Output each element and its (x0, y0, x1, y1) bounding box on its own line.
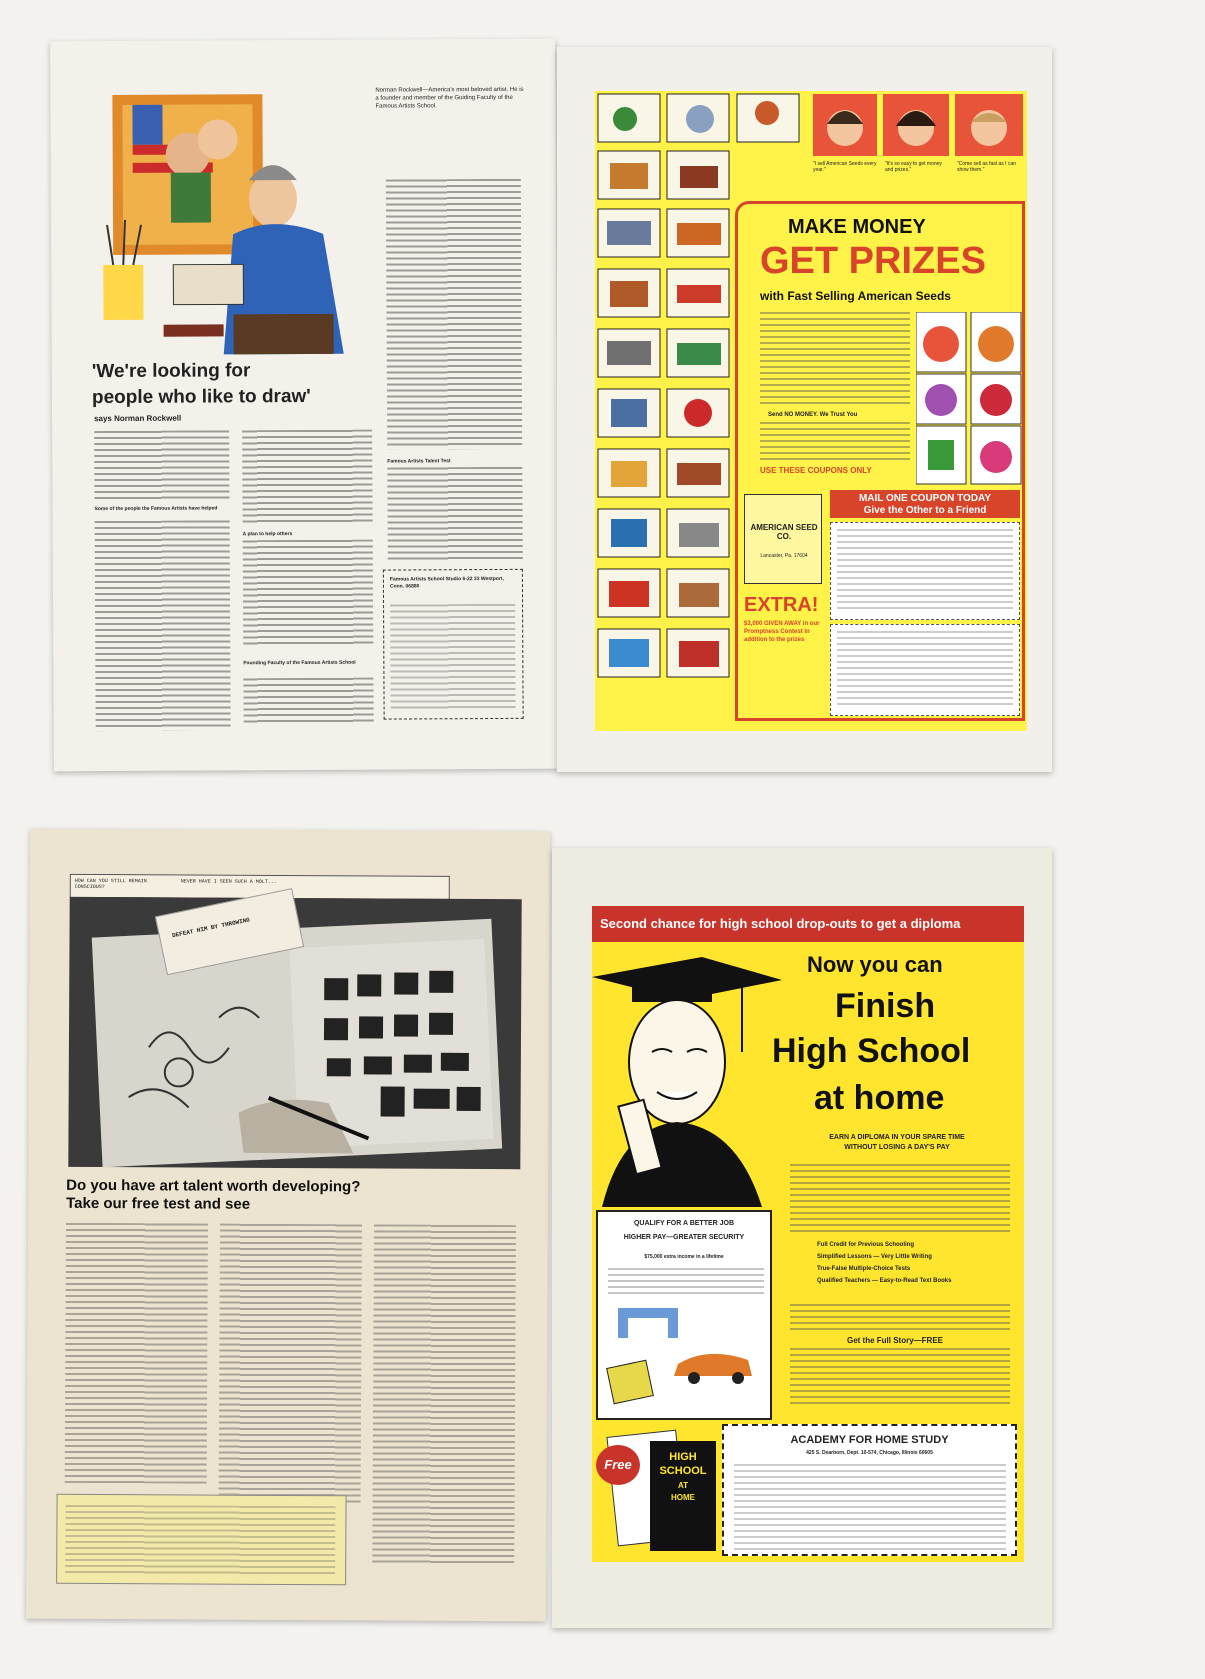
ad-byline: says Norman Rockwell (94, 413, 182, 424)
comic-bubble-1: HOW CAN YOU STILL REMAIN CONSCIOUS? (74, 877, 147, 891)
qualify-line1: QUALIFY FOR A BETTER JOB (633, 1220, 735, 1227)
comic-back-cover-top-right (557, 47, 1052, 772)
comic-back-cover-top-left (50, 39, 559, 772)
body-text-col3b (387, 467, 522, 563)
academy-coupon[interactable] (722, 1424, 1017, 1556)
torn-text: DEFEAT HIM BY THROWING (171, 916, 251, 940)
subhead-talent-test: Famous Artists Talent Test (387, 458, 451, 465)
talent-body-col2 (219, 1224, 362, 1505)
academy-coupon-lines (734, 1464, 1006, 1550)
academy-body-1 (790, 1164, 1010, 1234)
company-name: AMERICAN SEED CO. (750, 523, 818, 541)
academy-address: 425 S. Dearborn, Dept. 10-574, Chicago, Illinois 60605 (806, 1450, 933, 1456)
earn-line1: EARN A DIPLOMA IN YOUR SPARE TIME (829, 1134, 965, 1141)
coupon-title: Famous Artists School Studio 6-22 33 Westport, Conn. 06880 (389, 575, 504, 590)
portrait-3 (955, 94, 1023, 156)
mail-banner (830, 490, 1020, 518)
qualify-line2: HIGHER PAY—GREATER SECURITY (623, 1234, 745, 1241)
body-text-col3 (386, 179, 522, 450)
free-story: Get the Full Story—FREE (847, 1336, 944, 1345)
body-text-col1 (94, 430, 229, 501)
bullet-4: Qualified Teachers — Easy-to-Read Text Books (817, 1278, 952, 1284)
academy-body-3 (790, 1348, 1010, 1408)
quote-2: "It's so easy to get money and prizes." (885, 161, 942, 173)
seed-coupon-1[interactable] (830, 522, 1020, 620)
portrait-1 (813, 94, 877, 156)
talent-headline-line2: Take our free test and see (66, 1194, 251, 1213)
bullet-1: Full Credit for Previous Schooling (817, 1242, 915, 1248)
company-address: Lancaster, Pa. 17604 (760, 553, 808, 559)
use-coupons: USE THESE COUPONS ONLY (760, 466, 872, 475)
coupon-1-lines (837, 529, 1013, 613)
benefit-bullets (817, 1242, 1007, 1298)
seed-body-text-2 (760, 422, 910, 462)
artist-caption: Norman Rockwell—America's most beloved artist. He is a founder and member of the Guiding Faculty of the Famous Artists School. (375, 86, 524, 110)
talent-body-col1 (65, 1223, 208, 1484)
get-prizes-headline: GET PRIZES (760, 240, 986, 282)
free-badge-text: Free (604, 1457, 632, 1472)
free-booklet (596, 1427, 720, 1555)
coupon-2-lines (837, 631, 1013, 709)
seed-body-text (760, 312, 910, 407)
body-text-col2 (242, 430, 372, 526)
send-no-money: Send NO MONEY. We Trust You (768, 412, 858, 418)
qualify-box (596, 1210, 772, 1420)
comic-back-cover-bottom-right (552, 848, 1052, 1628)
talent-headline-line1: Do you have art talent worth developing? (66, 1176, 361, 1196)
finish-line3: at home (814, 1079, 945, 1117)
booklet-line4: HOME (671, 1493, 695, 1502)
extra-headline: EXTRA! (744, 594, 819, 616)
ad-headline-line2: people who like to draw' (91, 385, 311, 409)
subhead-people-helped: Some of the people the Famous Artists have helped (94, 505, 218, 513)
quote-3: "Come sell as fast as I can show them." (957, 161, 1017, 173)
extra-text: $3,000 GIVEN AWAY in our Promptness Contest in addition to the prizes (744, 621, 820, 643)
faculty-list (243, 678, 373, 724)
now-you-can: Now you can (807, 952, 943, 977)
income-line: $75,000 extra income in a lifetime (644, 1254, 724, 1260)
bullet-3: True-False Multiple-Choice Tests (817, 1266, 911, 1272)
seeds-subhead: with Fast Selling American Seeds (760, 289, 951, 303)
seed-main-box (735, 201, 1025, 721)
coupon-lines (390, 604, 516, 710)
seed-coupon-2[interactable] (830, 624, 1020, 716)
comic-back-cover-bottom-left (26, 829, 550, 1622)
dropout-banner-text: Second chance for high school drop-outs to get a diploma (600, 916, 961, 931)
body-text-col2b (243, 540, 374, 646)
talent-coupon[interactable] (56, 1494, 346, 1586)
academy-ad (592, 942, 1024, 1562)
body-text-col1b (95, 520, 231, 731)
booklet-line1: HIGH (669, 1451, 697, 1463)
ad-headline-line1: 'We're looking for (91, 360, 251, 383)
earn-line2: WITHOUT LOSING A DAY'S PAY (844, 1144, 950, 1151)
finish-line2: High School (772, 1032, 971, 1070)
qualify-body (608, 1268, 764, 1298)
qualify-illustrations (598, 1304, 770, 1414)
seed-packets (916, 312, 1026, 487)
academy-name: ACADEMY FOR HOME STUDY (790, 1434, 949, 1446)
graduate-illustration (592, 942, 782, 1207)
seed-ad (595, 91, 1027, 731)
faculty-title: Founding Faculty of the Famous Artists School (243, 659, 356, 667)
mail-banner-line1: MAIL ONE COUPON TODAY (858, 493, 992, 504)
mail-coupon[interactable] (383, 569, 524, 720)
bullet-2: Simplified Lessons — Very Little Writing (817, 1254, 932, 1260)
mail-banner-line2: Give the Other to a Friend (863, 505, 987, 516)
make-money-headline: MAKE MONEY (788, 216, 926, 238)
academy-body-2 (790, 1304, 1010, 1332)
booklet-line2: SCHOOL (659, 1465, 707, 1477)
rockwell-illustration (92, 84, 363, 365)
subhead-plan: A plan to help others (242, 531, 293, 538)
company-box (744, 494, 822, 584)
comic-bubble-2: NEVER HAVE I SEEN SUCH A MOLT... (180, 878, 277, 885)
free-badge (596, 1445, 640, 1485)
quote-1: "I sell American Seeds every year." (813, 161, 877, 173)
booklet-line3: AT (677, 1481, 689, 1490)
finish-line1: Finish (835, 987, 936, 1025)
dropout-banner (592, 906, 1024, 942)
portrait-2 (883, 94, 949, 156)
booklet-front (650, 1441, 716, 1551)
talent-coupon-lines (65, 1505, 335, 1576)
talent-body-col3 (372, 1224, 516, 1565)
